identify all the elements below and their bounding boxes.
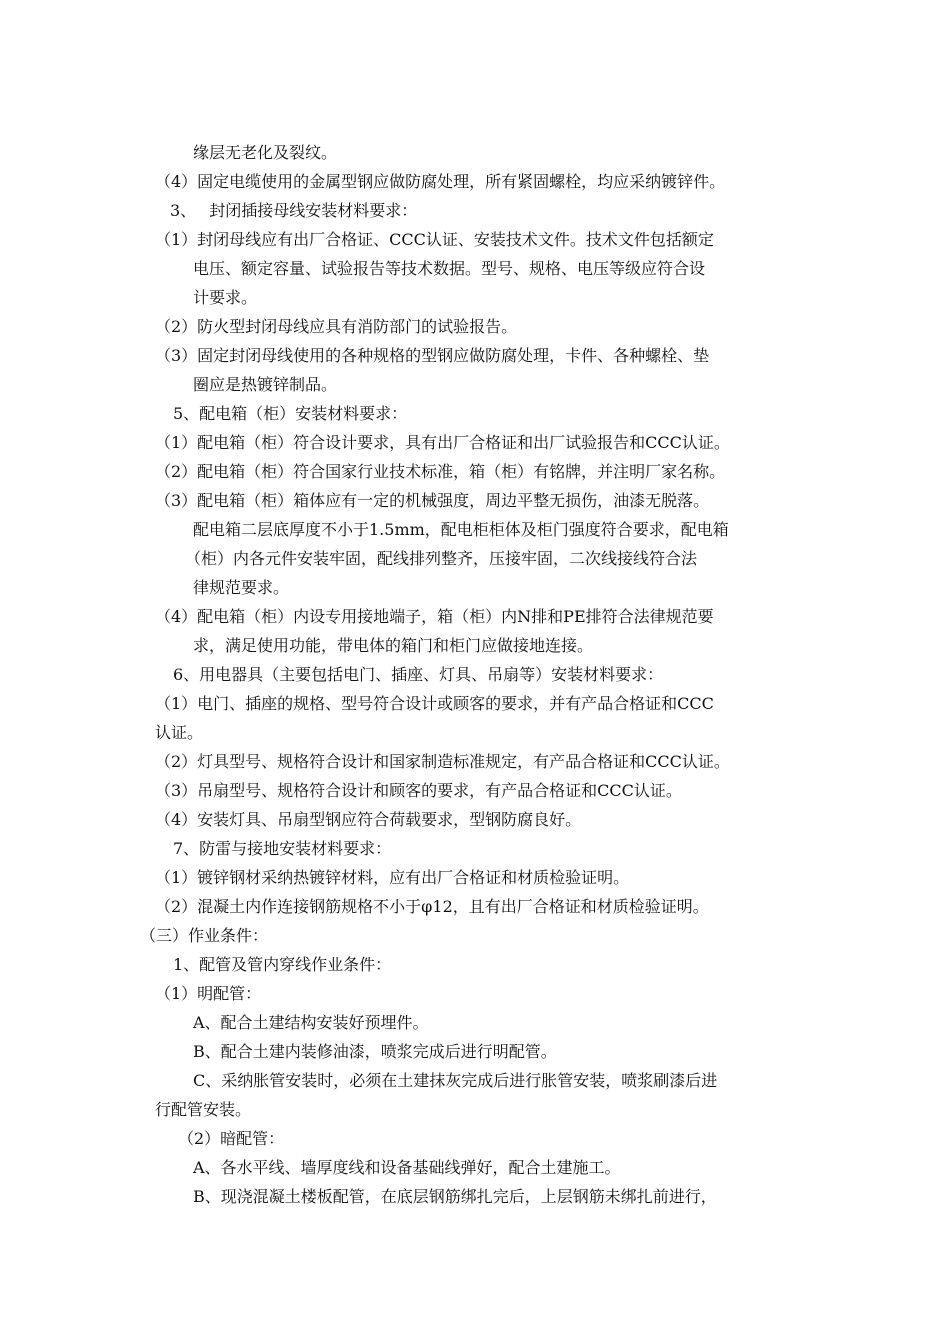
text-line: 认证。 <box>155 723 204 742</box>
text-line: 计要求。 <box>193 288 258 307</box>
text-line: （2）配电箱（柜）符合国家行业技术标准，箱（柜）有铭牌，并注明厂家名称。 <box>155 462 726 481</box>
text-line: 1、配管及管内穿线作业条件： <box>173 955 392 974</box>
text-line: 律规范要求。 <box>193 578 290 597</box>
text-line: 7、防雷与接地安装材料要求： <box>173 839 392 858</box>
text-line: （1）配电箱（柜）符合设计要求，具有出厂合格证和出厂试验报告和CCC认证。 <box>155 433 730 452</box>
text-line: A、各水平线、墙厚度线和设备基础线弹好，配合土建施工。 <box>193 1158 621 1177</box>
text-line: （3）配电箱（柜）箱体应有一定的机械强度，周边平整无损伤，油漆无脱落。 <box>155 491 710 510</box>
text-line: （柜）内各元件安装牢固，配线排列整齐，压接牢固，二次线接线符合法 <box>185 549 698 568</box>
section-heading: （三）作业条件： <box>140 926 269 945</box>
text-line: C、采纳胀管安装时，必须在土建抹灰完成后进行胀管安装，喷浆刷漆后进 <box>193 1071 718 1090</box>
text-line: （1）镀锌钢材采纳热镀锌材料，应有出厂合格证和材质检验证明。 <box>155 868 630 887</box>
text-line: （2）灯具型号、规格符合设计和国家制造标准规定，有产品合格证和CCC认证。 <box>155 752 730 771</box>
text-line: （2）混凝土内作连接钢筋规格不小于φ12，且有出厂合格证和材质检验证明。 <box>155 897 709 916</box>
text-line: 求，满足使用功能，带电体的箱门和柜门应做接地连接。 <box>193 636 594 655</box>
text-line: （1）电门、插座的规格、型号符合设计或顾客的要求，并有产品合格证和CCC <box>155 694 714 713</box>
text-line: （2）暗配管： <box>178 1129 285 1148</box>
text-line: （3）固定封闭母线使用的各种规格的型钢应做防腐处理，卡件、各种螺栓、垫 <box>155 346 710 365</box>
text-line: 行配管安装。 <box>155 1100 252 1119</box>
text-line: 6、用电器具（主要包括电门、插座、灯具、吊扇等）安装材料要求： <box>173 665 664 684</box>
text-line: B、配合土建内装修油漆，喷浆完成后进行明配管。 <box>193 1042 557 1061</box>
text-line: （4）配电箱（柜）内设专用接地端子，箱（柜）内N排和PE排符合法律规范要 <box>155 607 714 626</box>
text-line: A、配合土建结构安装好预埋件。 <box>193 1013 429 1032</box>
text-line: 3、 封闭插接母线安装材料要求： <box>170 201 418 220</box>
text-line: 5、配电箱（柜）安装材料要求： <box>173 404 408 423</box>
text-line: 缘层无老化及裂纹。 <box>193 143 338 162</box>
text-line: （1）封闭母线应有出厂合格证、CCC认证、安装技术文件。技术文件包括额定 <box>155 230 714 249</box>
text-line: B、现浇混凝土楼板配管，在底层钢筋绑扎完后，上层钢筋未绑扎前进行， <box>193 1187 717 1206</box>
text-line: （2）防火型封闭母线应具有消防部门的试验报告。 <box>155 317 518 336</box>
text-line: （3）吊扇型号、规格符合设计和顾客的要求，有产品合格证和CCC认证。 <box>155 781 682 800</box>
text-line: 圈应是热镀锌制品。 <box>193 375 338 394</box>
text-line: （1）明配管： <box>155 984 262 1003</box>
text-line: 电压、额定容量、试验报告等技术数据。型号、规格、电压等级应符合设 <box>193 259 706 278</box>
text-line: （4）固定电缆使用的金属型钢应做防腐处理，所有紧固螺栓，均应采纳镀锌件。 <box>155 172 726 191</box>
text-line: 配电箱二层底厚度不小于1.5mm，配电柜柜体及柜门强度符合要求，配电箱 <box>193 520 729 539</box>
text-line: （4）安装灯具、吊扇型钢应符合荷载要求，型钢防腐良好。 <box>155 810 582 829</box>
